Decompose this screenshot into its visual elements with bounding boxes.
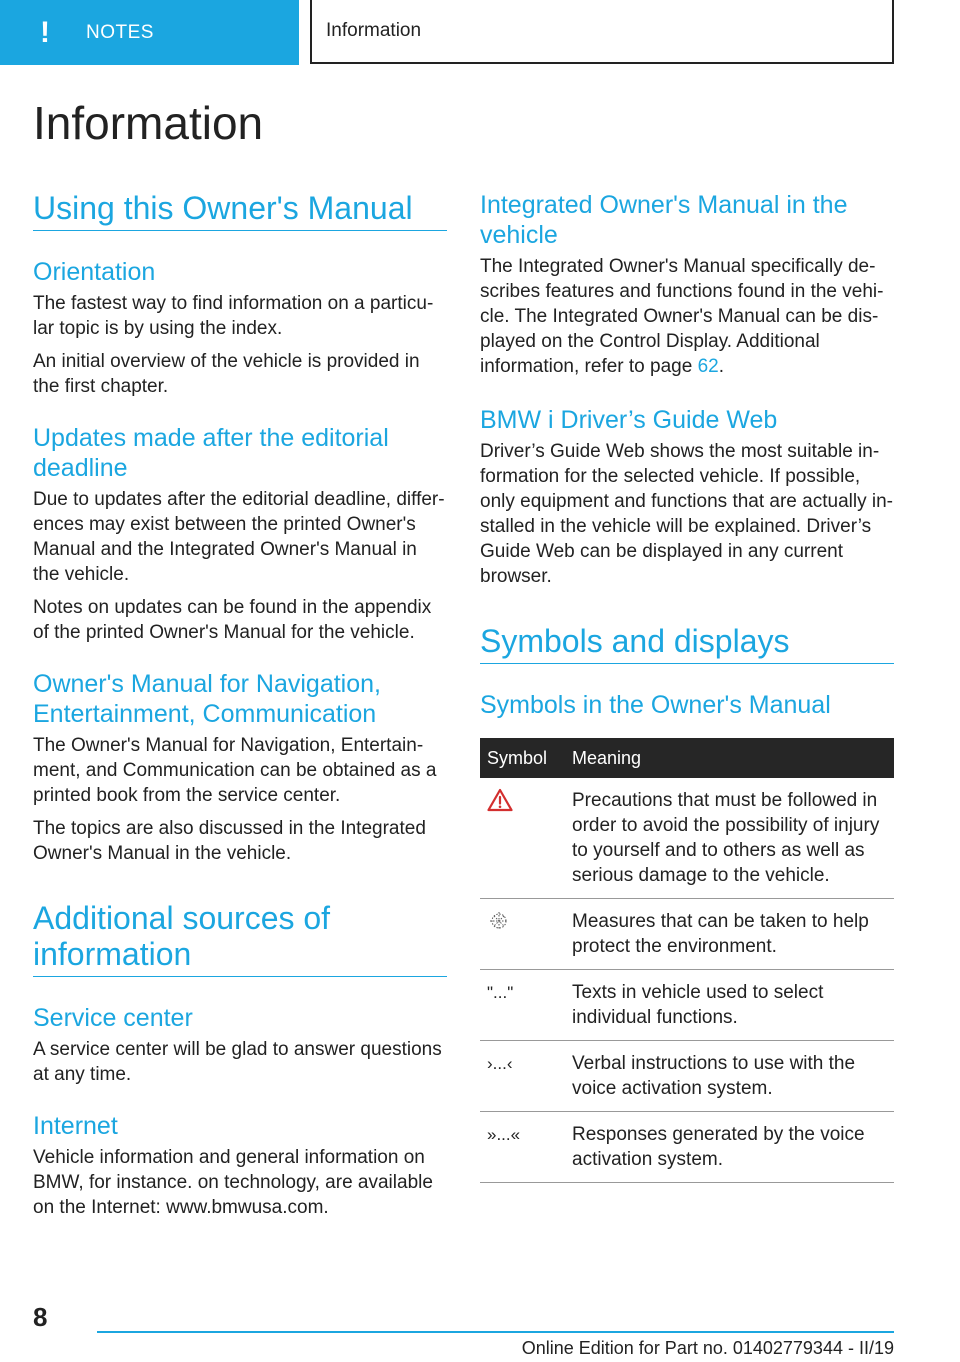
page-reference-link[interactable]: 62 <box>697 356 719 377</box>
section-tab <box>0 0 299 65</box>
meaning-cell: Precautions that must be followed in order to avoid the possibility of injury to yourself and to others as well as serious damage to the vehicle. <box>565 778 894 899</box>
section-heading-additional-sources: Additional sources of information <box>33 900 447 977</box>
section-label: NOTES <box>86 21 154 43</box>
subheading-drivers-guide: BMW i Driver’s Guide Web <box>480 406 778 434</box>
symbol-cell <box>480 778 565 899</box>
table-row <box>480 1112 894 1183</box>
exclamation-icon: ! <box>40 15 50 49</box>
environment-icon <box>487 909 511 933</box>
left-column <box>33 190 447 1220</box>
navigation-paragraph-1: The Owner's Manual for Navigation, Entertainment, and Communication can be obtained as a printed book from the service center. <box>33 735 437 806</box>
page-title: Information <box>33 97 264 149</box>
table-row <box>480 970 894 1041</box>
symbol-cell: ›...‹ <box>480 1041 565 1112</box>
subheading-orientation: Orientation <box>33 258 156 286</box>
chapter-label: Information <box>326 20 422 41</box>
warning-triangle-icon <box>487 788 513 812</box>
symbols-table <box>480 738 894 1183</box>
integrated-text: The Integrated Owner's Manual specifically describes features and functions found in the vehicle. The Integrated Owner's Manual can be displayed on the Control Display. Additional information, refer to page <box>480 256 884 377</box>
orientation-paragraph-1: The fastest way to find information on a particular topic is by using the index. <box>33 293 434 339</box>
column-header-symbol: Symbol <box>480 738 565 778</box>
orientation-paragraph-2: An initial overview of the vehicle is provided in the first chapter. <box>33 351 420 397</box>
integrated-text-end: . <box>718 356 724 377</box>
meaning-cell: Texts in vehicle used to select individual functions. <box>565 970 894 1041</box>
subheading-symbols-in-manual: Symbols in the Owner's Manual <box>480 691 831 719</box>
subheading-service-center: Service center <box>33 1004 193 1032</box>
meaning-cell: Responses generated by the voice activation system. <box>565 1112 894 1183</box>
updates-paragraph-1: Due to updates after the editorial deadline, differences may exist between the printed Owner's Manual and the Integrated Owner's Manual in the vehicle. <box>33 489 445 585</box>
navigation-paragraph-2: The topics are also discussed in the Integrated Owner's Manual in the vehicle. <box>33 818 426 864</box>
table-row <box>480 1041 894 1112</box>
page-number: 8 <box>33 1302 48 1332</box>
section-heading-symbols: Symbols and displays <box>480 623 894 664</box>
symbol-cell <box>480 899 565 970</box>
updates-paragraph-2: Notes on updates can be found in the appendix of the printed Owner's Manual for the vehicle. <box>33 597 432 643</box>
meaning-cell: Verbal instructions to use with the voice activation system. <box>565 1041 894 1112</box>
section-heading-using-manual: Using this Owner's Manual <box>33 190 447 231</box>
right-column <box>480 190 894 1183</box>
integrated-paragraph <box>480 254 894 379</box>
subheading-internet: Internet <box>33 1112 118 1140</box>
footer <box>97 1331 894 1358</box>
table-row <box>480 899 894 970</box>
drivers-guide-paragraph: Driver’s Guide Web shows the most suitable information for the selected vehicle. If possible, only equipment and functions that are actually installed in the vehicle will be explained. Driver’s Guide Web can be displayed in any current browser. <box>480 441 893 587</box>
edition-text: Online Edition for Part no. 01402779344 - II/19 <box>521 1338 894 1358</box>
subheading-integrated-manual: Integrated Owner's Manual in the vehicle <box>480 191 848 249</box>
meaning-cell: Measures that can be taken to help protect the environment. <box>565 899 894 970</box>
subheading-navigation-manual: Owner's Manual for Navigation, Entertainment, Communication <box>33 670 381 728</box>
chapter-tab <box>310 0 894 64</box>
column-header-meaning: Meaning <box>565 738 894 778</box>
service-center-paragraph: A service center will be glad to answer questions at any time. <box>33 1039 442 1085</box>
symbol-cell: "..." <box>480 970 565 1041</box>
table-row <box>480 778 894 899</box>
internet-paragraph: Vehicle information and general information on BMW, for instance. on technology, are available on the Internet: www.bmwusa.com. <box>33 1147 433 1218</box>
subheading-updates: Updates made after the editorial deadline <box>33 424 389 482</box>
symbol-cell: »...« <box>480 1112 565 1183</box>
